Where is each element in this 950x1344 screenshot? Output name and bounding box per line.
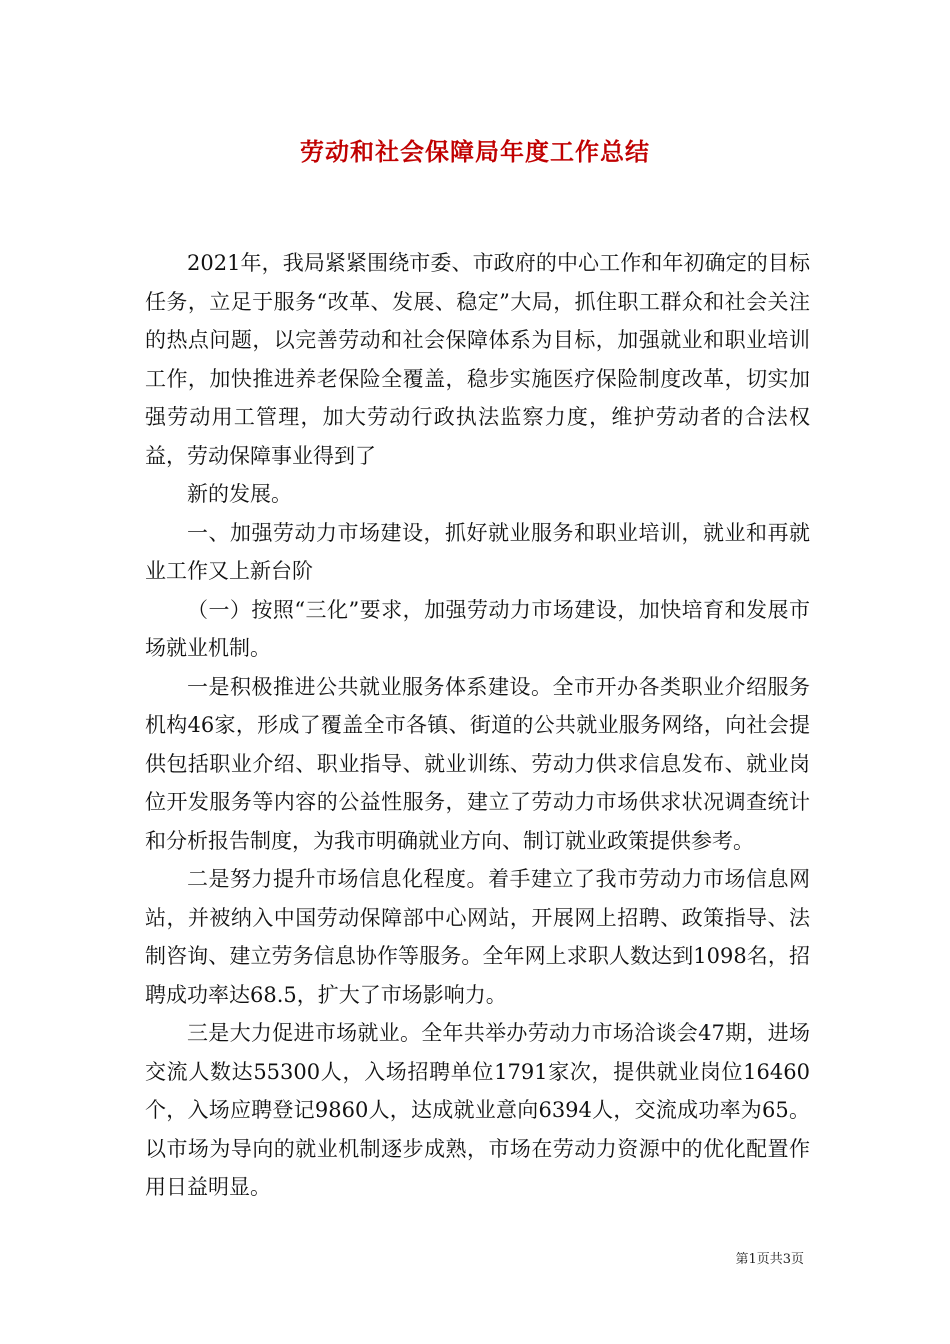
document-title: 劳动和社会保障局年度工作总结 bbox=[300, 137, 650, 166]
section-heading-1: 一、加强劳动力市场建设，抓好就业服务和职业培训，就业和再就业工作又上新台阶 bbox=[145, 520, 810, 583]
paragraph-item-2: 二是努力提升市场信息化程度。着手建立了我市劳动力市场信息网站，并被纳入中国劳动保障部中心网站，开展网上招聘、政策指导、法制咨询、建立劳务信息协作等服务。全年网上求职人数达到1098名，招聘成功率达68.5，扩大了市场影响力。 bbox=[145, 867, 810, 1007]
paragraph-item-1: 一是积极推进公共就业服务体系建设。全市开办各类职业介绍服务机构46家，形成了覆盖全市各镇、街道的公共就业服务网络，向社会提供包括职业介绍、职业指导、就业训练、劳动力供求信息发布、就业岗位开发服务等内容的公益性服务，建立了劳动力市场供求状况调查统计和分析报告制度，为我市明确就业方向、制订就业政策提供参考。 bbox=[145, 674, 810, 853]
paragraph-intro: 2021年，我局紧紧围绕市委、市政府的中心工作和年初确定的目标任务，立足于服务“改革、发展、稳定”大局，抓住职工群众和社会关注的热点问题，以完善劳动和社会保障体系为目标，加强就业和职业培训工作，加快推进养老保险全覆盖，稳步实施医疗保险制度改革，切实加强劳动用工管理，加大劳动行政执法监察力度，维护劳动者的合法权益，劳动保障事业得到了 bbox=[145, 251, 810, 468]
subsection-heading-1: （一）按照“三化”要求，加强劳动力市场建设，加快培育和发展市场就业机制。 bbox=[145, 597, 810, 660]
paragraph-intro-continued: 新的发展。 bbox=[187, 482, 292, 506]
page-number-footer: 第1页共3页 bbox=[735, 1252, 804, 1267]
document-body bbox=[145, 244, 810, 1207]
paragraph-item-3: 三是大力促进市场就业。全年共举办劳动力市场洽谈会47期，进场交流人数达55300人，入场招聘单位1791家次，提供就业岗位16460个，入场应聘登记9860人，达成就业意向6394人，交流成功率为65。以市场为导向的就业机制逐步成熟，市场在劳动力资源中的优化配置作用日益明显。 bbox=[145, 1021, 810, 1199]
